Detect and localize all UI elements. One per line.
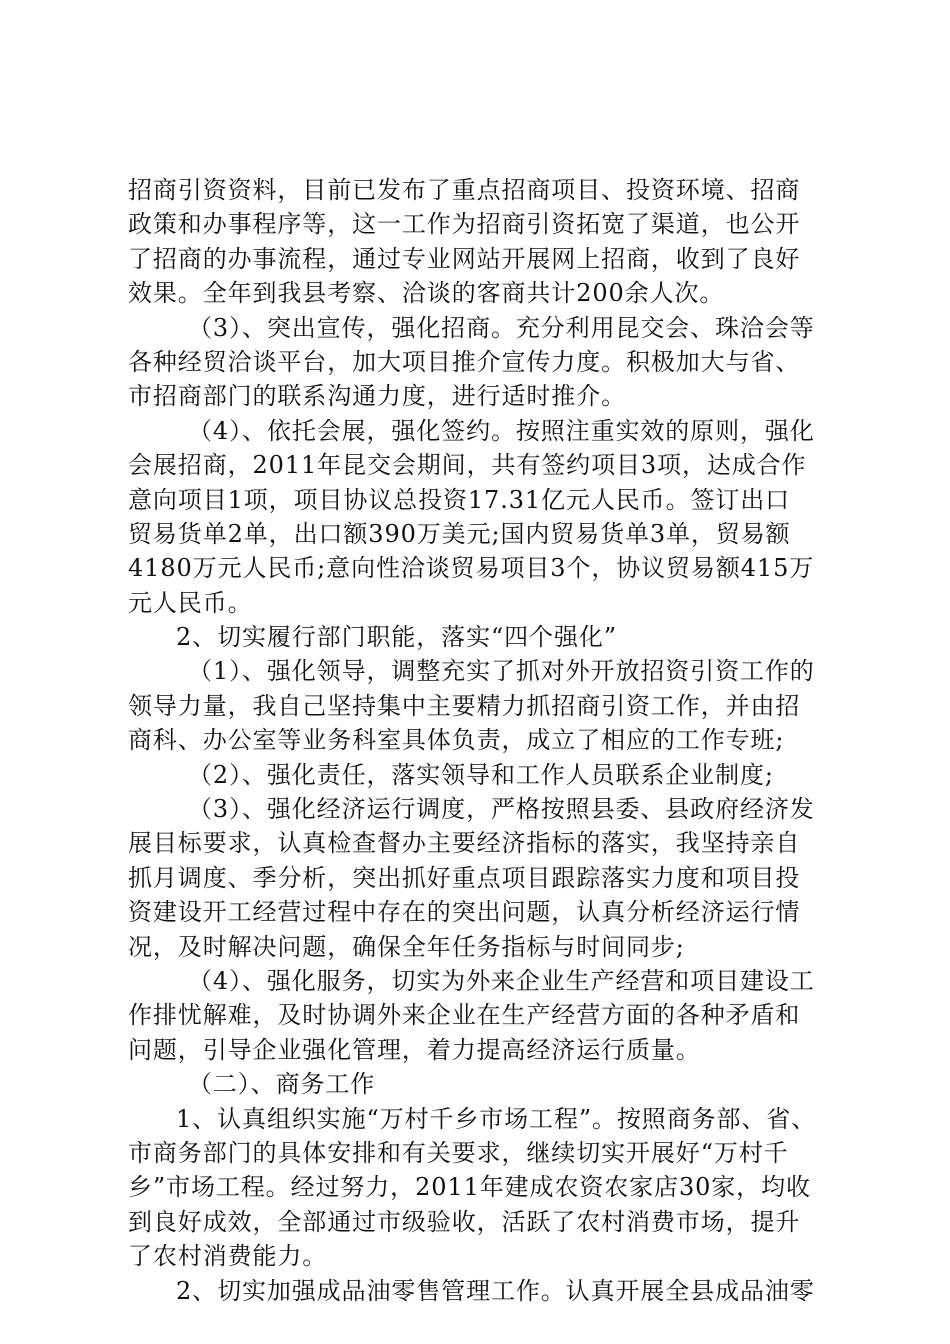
document-body	[128, 173, 828, 1308]
text-line-13: 元人民币。	[128, 588, 253, 617]
text-line-32: 了农村消费能力。	[128, 1242, 328, 1271]
paragraph-4-start: （4）、依托会展，强化签约。按照注重实效的原则，强化	[188, 416, 815, 445]
section-heading-business: （二）、商务工作	[188, 1070, 376, 1099]
text-line-6: 各种经贸洽谈平台，加大项目推介宣传力度。积极加大与省、	[128, 347, 801, 376]
text-line-7: 市招商部门的联系沟通力度，进行适时推介。	[128, 382, 626, 411]
text-line-17: 商科、办公室等业务科室具体负责，成立了相应的工作专班;	[128, 726, 785, 755]
text-line-21: 抓月调度、季分析，突出抓好重点项目跟踪落实力度和项目投	[128, 863, 801, 892]
section-heading-2: 2、切实履行部门职能，落实“四个强化”	[176, 623, 617, 652]
text-line-9: 会展招商，2011年昆交会期间，共有签约项目3项，达成合作	[128, 451, 807, 480]
text-line-29: 市商务部门的具体安排和有关要求，继续切实开展好“万村千	[128, 1138, 789, 1167]
paragraph-3b-start: （3）、强化经济运行调度，严格按照县委、县政府经济发	[188, 795, 815, 824]
text-line-23: 况，及时解决问题，确保全年任务指标与时间同步;	[128, 932, 685, 961]
text-line-3: 了招商的办事流程，通过专业网站开展网上招商，收到了良好	[128, 244, 801, 273]
paragraph-4b-start: （4）、强化服务，切实为外来企业生产经营和项目建设工	[188, 966, 815, 995]
text-line-26: 问题，引导企业强化管理，着力提高经济运行质量。	[128, 1035, 701, 1064]
text-line-30: 乡”市场工程。经过努力，2011年建成农资农家店30家，均收	[128, 1173, 811, 1202]
text-line-31: 到良好成效，全部通过市级验收，活跃了农村消费市场，提升	[128, 1207, 801, 1236]
paragraph-1-start: （1）、强化领导，调整充实了抓对外开放招资引资工作的	[188, 657, 815, 686]
text-line-12: 4180万元人民币;意向性洽谈贸易项目3个，协议贸易额415万	[128, 554, 815, 583]
paragraph-business-2-start: 2、切实加强成品油零售管理工作。认真开展全县成品油零	[176, 1276, 815, 1305]
text-line-25: 作排忧解难，及时协调外来企业在生产经营方面的各种矛盾和	[128, 1001, 801, 1030]
text-line-1: 招商引资资料，目前已发布了重点招商项目、投资环境、招商	[128, 176, 801, 204]
text-line-22: 资建设开工经营过程中存在的突出问题，认真分析经济运行情	[128, 898, 801, 927]
text-line-2: 政策和办事程序等，这一工作为招商引资拓宽了渠道，也公开	[128, 210, 801, 239]
text-line-16: 领导力量，我自己坚持集中主要精力抓招商引资工作，并由招	[128, 691, 801, 720]
text-line-4: 效果。全年到我县考察、洽谈的客商共计200余人次。	[128, 279, 725, 308]
text-line-20: 展目标要求，认真检查督办主要经济指标的落实，我坚持亲自	[128, 829, 801, 858]
paragraph-business-1-start: 1、认真组织实施“万村千乡市场工程”。按照商务部、省、	[176, 1104, 817, 1133]
paragraph-3-start: （3）、突出宣传，强化招商。充分利用昆交会、珠洽会等	[188, 313, 815, 342]
text-line-11: 贸易货单2单，出口额390万美元;国内贸易货单3单，贸易额	[128, 519, 791, 548]
paragraph-2-start: （2）、强化责任，落实领导和工作人员联系企业制度;	[188, 760, 774, 789]
text-line-10: 意向项目1项，项目协议总投资17.31亿元人民币。签订出口	[128, 485, 791, 514]
